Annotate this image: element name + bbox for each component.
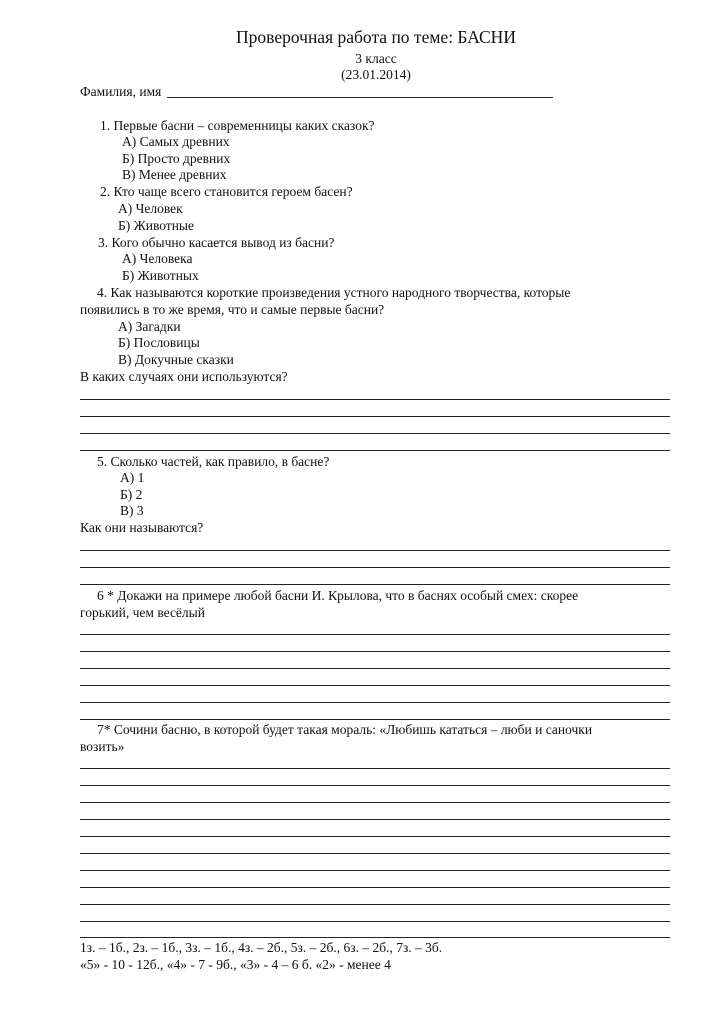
answer-line[interactable] (80, 584, 670, 585)
question-4-followup: В каких случаях они используются? (80, 369, 288, 384)
question-7-line-1: 7* Сочини басню, в которой будет такая мораль: «Любишь кататься – люби и саночки (97, 722, 593, 737)
q1-option-b: Б) Просто древних (122, 151, 231, 166)
question-4-line-2: появились в то же время, что и самые первые басни? (80, 302, 385, 317)
q1-option-a: А) Самых древних (122, 134, 230, 149)
q4-option-a: А) Загадки (118, 319, 181, 334)
answer-line[interactable] (80, 685, 670, 686)
answer-line[interactable] (80, 416, 670, 417)
question-6-line-1: 6 * Докажи на примере любой басни И. Крылова, что в баснях особый смех: скорее (97, 588, 579, 603)
answer-line[interactable] (80, 887, 670, 888)
grading-scale: «5» - 10 - 12б., «4» - 7 - 9б., «3» - 4 – 6 б. «2» - менее 4 (80, 957, 391, 972)
q4-option-b: Б) Пословицы (118, 335, 200, 350)
answer-line[interactable] (80, 450, 670, 451)
q5-option-a: А) 1 (120, 470, 145, 485)
name-label: Фамилия, имя (80, 84, 162, 99)
answer-line[interactable] (80, 802, 670, 803)
answer-line[interactable] (80, 768, 670, 769)
answer-line[interactable] (80, 399, 670, 400)
answer-line[interactable] (80, 785, 670, 786)
question-6-line-2: горький, чем весёлый (80, 605, 205, 620)
answer-line[interactable] (80, 433, 670, 434)
answer-key: 1з. – 1б., 2з. – 1б., 3з. – 1б., 4з. – 2б., 5з. – 2б., 6з. – 2б., 7з. – 3б. (80, 940, 443, 955)
answer-line[interactable] (80, 819, 670, 820)
question-3: 3. Кого обычно касается вывод из басни? (98, 235, 335, 250)
name-input-line[interactable] (167, 97, 553, 98)
question-2: 2. Кто чаще всего становится героем басен? (100, 184, 353, 199)
answer-line[interactable] (80, 921, 670, 922)
q3-option-a: А) Человека (122, 251, 193, 266)
answer-line[interactable] (80, 853, 670, 854)
question-5-followup: Как они называются? (80, 520, 204, 535)
answer-line[interactable] (80, 937, 670, 938)
q2-option-a: А) Человек (118, 201, 183, 216)
date-label: (23.01.2014) (341, 67, 411, 82)
answer-line[interactable] (80, 668, 670, 669)
answer-line[interactable] (80, 870, 670, 871)
question-5: 5. Сколько частей, как правило, в басне? (97, 454, 330, 469)
q1-option-c: В) Менее древних (122, 167, 227, 182)
question-4-line-1: 4. Как называются короткие произведения устного народного творчества, которые (97, 285, 571, 300)
q3-option-b: Б) Животных (122, 268, 199, 283)
answer-line[interactable] (80, 550, 670, 551)
answer-line[interactable] (80, 719, 670, 720)
page-title: Проверочная работа по теме: БАСНИ (236, 27, 516, 47)
grade-label: 3 класс (355, 51, 397, 66)
q2-option-b: Б) Животные (118, 218, 194, 233)
question-1: 1. Первые басни – современницы каких сказок? (100, 118, 375, 133)
answer-line[interactable] (80, 567, 670, 568)
answer-line[interactable] (80, 702, 670, 703)
q4-option-c: В) Докучные сказки (118, 352, 234, 367)
answer-line[interactable] (80, 634, 670, 635)
question-7-line-2: возить» (80, 739, 125, 754)
answer-line[interactable] (80, 651, 670, 652)
q5-option-c: В) 3 (120, 503, 144, 518)
answer-line[interactable] (80, 836, 670, 837)
q5-option-b: Б) 2 (120, 487, 143, 502)
answer-line[interactable] (80, 904, 670, 905)
